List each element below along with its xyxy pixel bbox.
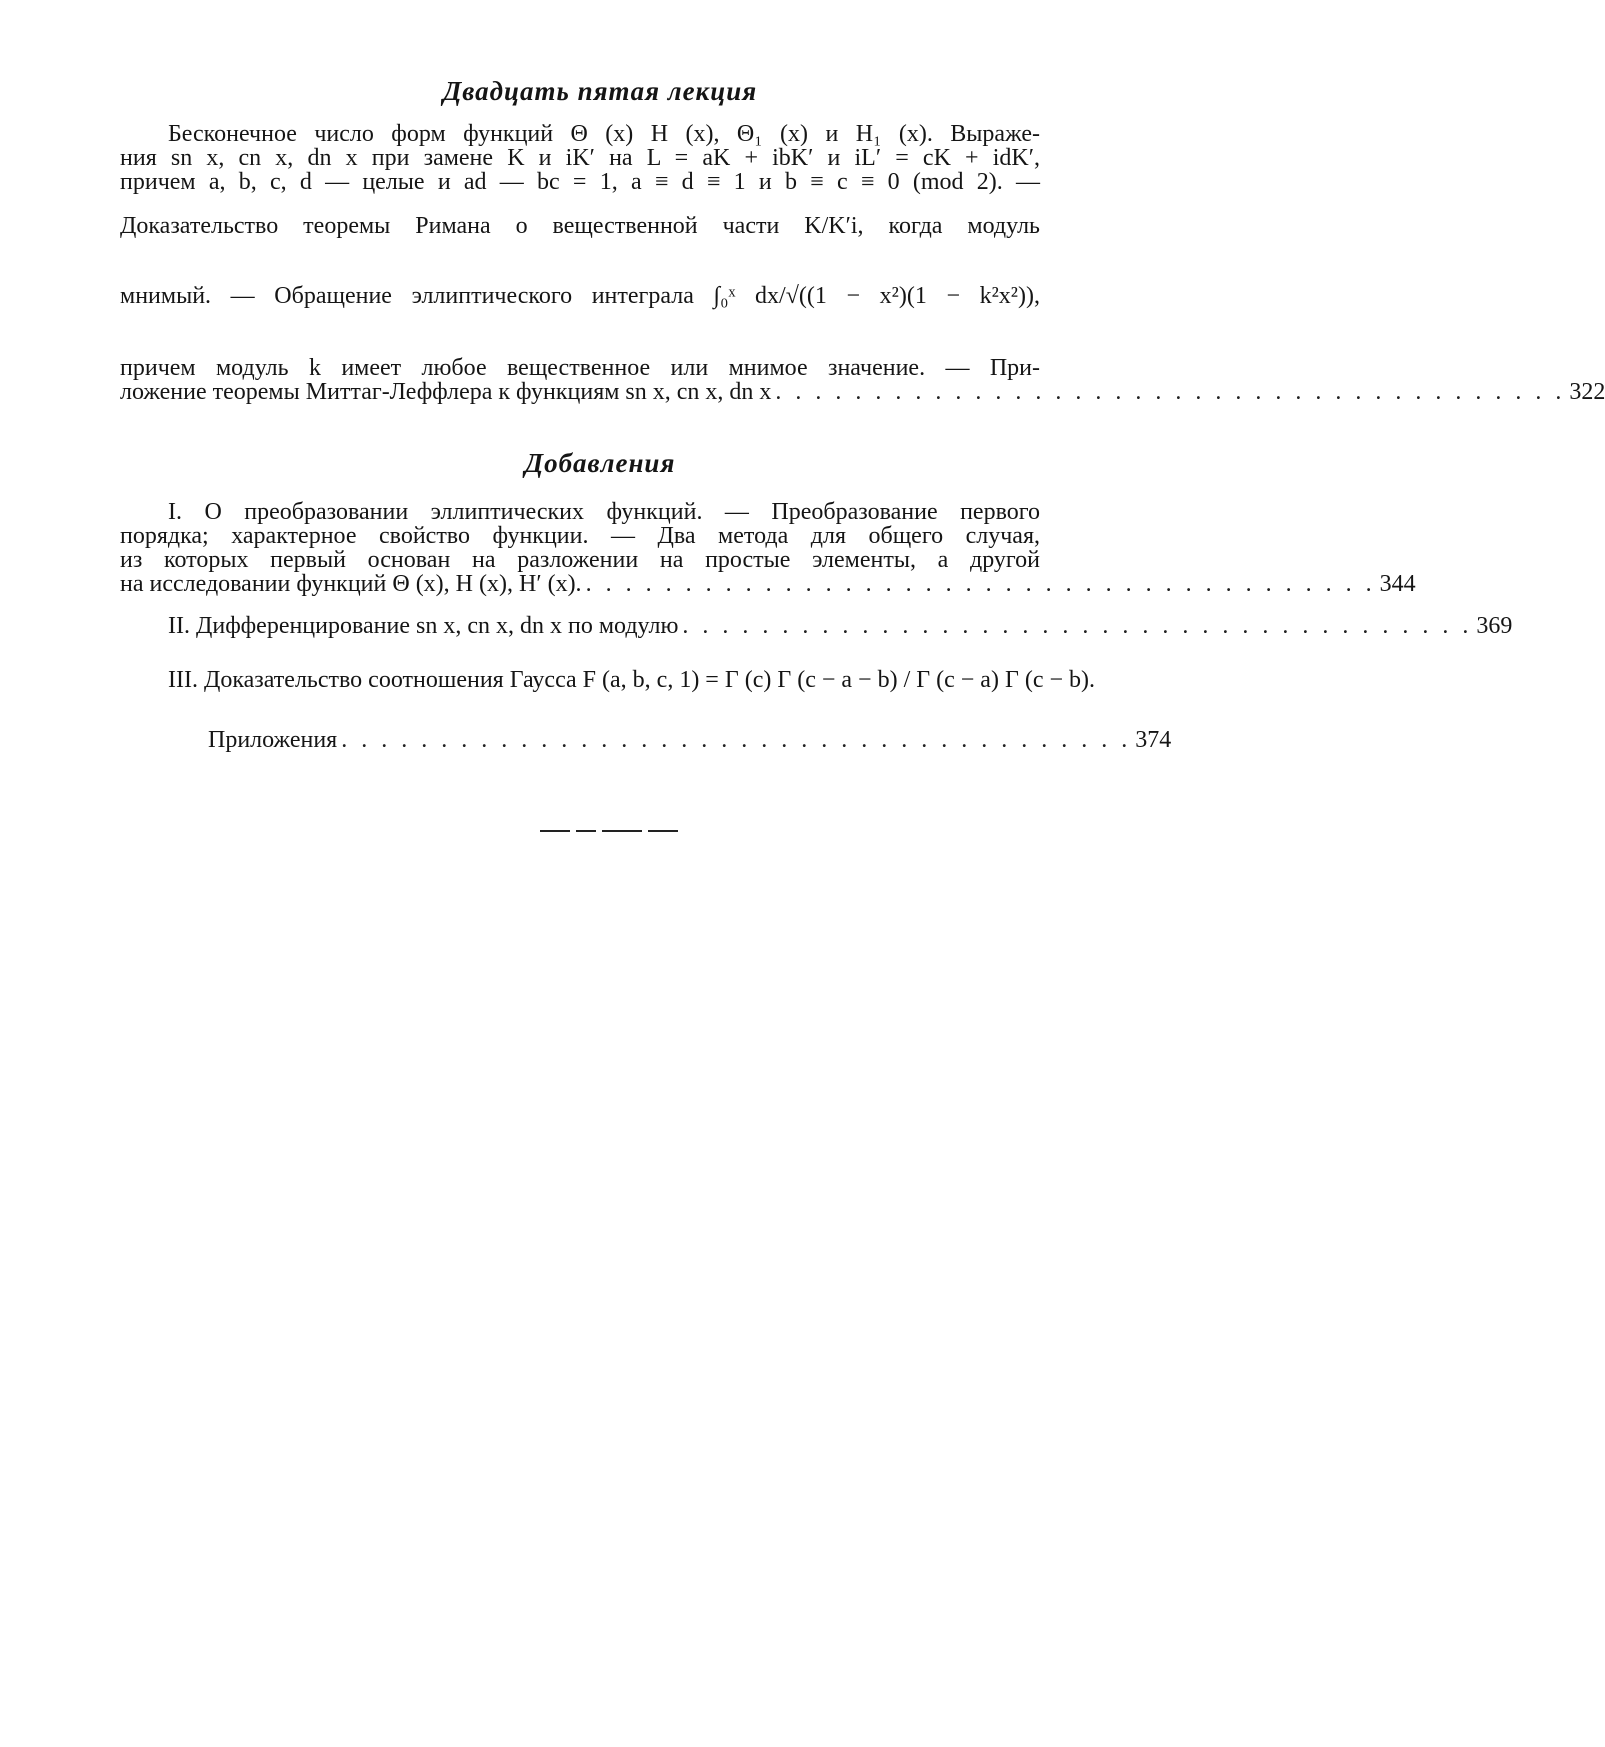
toc-entry: [120, 667, 1095, 710]
additions-item-1: [120, 499, 1416, 597]
additions-item-4: [120, 727, 1172, 758]
addition-line: III. Доказательство соотношения Гаусса F (a, b, c, 1) = Γ (c) Γ (c − a − b) / Γ (c − a) Γ (c − b).: [168, 667, 1095, 693]
summary-line: Бесконечное число форм функций Θ (x) H (x), Θ₁ (x) и H₁ (x). Выраже-: [168, 121, 1040, 147]
page-number: 322: [1569, 379, 1605, 405]
summary-line: Доказательство теоремы Римана о вещественной части K/K′i, когда модуль: [120, 213, 1040, 239]
addition-line: I. О преобразовании эллиптических функций. — Преобразование первого: [168, 499, 1040, 525]
addition-line: на исследовании функций Θ (x), H (x), H′ (x).: [120, 571, 582, 597]
toc-entry: [120, 379, 1605, 405]
leader-dots: . . . . . . . . . . . . . . . . . . . . . . . . . . . . . . . . . . . . . . . .: [775, 379, 1566, 405]
summary-line: причем модуль k имеет любое вещественное или мнимое значение. — При-: [120, 355, 1040, 381]
toc-entry: [120, 613, 1513, 644]
addition-line: порядка; характерное свойство функции. — Два метода для общего случая,: [120, 523, 1040, 549]
toc-entry: [120, 571, 1416, 597]
leader-dots: . . . . . . . . . . . . . . . . . . . . . . . . . . . . . . . . . . . . . . . .: [682, 613, 1473, 639]
page-number: 344: [1379, 571, 1416, 597]
ornamental-separator: [540, 830, 690, 832]
addition-line: II. Дифференцирование sn x, cn x, dn x по модулю: [168, 613, 679, 639]
summary-line: причем a, b, c, d — целые и ad — bc = 1, a ≡ d ≡ 1 и b ≡ c ≡ 0 (mod 2). —: [120, 169, 1040, 195]
addition-line: Приложения: [208, 727, 338, 753]
addition-line: из которых первый основан на разложении на простые элементы, а другой: [120, 547, 1040, 573]
summary-line: ложение теоремы Миттаг-Леффлера к функциям sn x, cn x, dn x: [120, 379, 772, 405]
lecture-summary: [120, 121, 1605, 405]
page-number: 374: [1135, 727, 1172, 753]
leader-dots: . . . . . . . . . . . . . . . . . . . . . . . . . . . . . . . . . . . . . . . .: [585, 571, 1376, 597]
additions-heading: Добавления: [524, 448, 676, 478]
page-number: 369: [1476, 613, 1513, 639]
summary-line: мнимый. — Обращение эллиптического интеграла ∫₀ˣ dx/√((1 − x²)(1 − k²x²)),: [120, 283, 1040, 309]
toc-entry: [120, 727, 1172, 758]
lecture-heading: Двадцать пятая лекция: [442, 76, 758, 106]
leader-dots: . . . . . . . . . . . . . . . . . . . . . . . . . . . . . . . . . . . . . . . .: [341, 727, 1132, 753]
additions-item-2: [120, 613, 1513, 644]
additions-item-3: [120, 667, 1095, 710]
summary-line: ния sn x, cn x, dn x при замене K и iK′ на L = aK + ibK′ и iL′ = cK + idK′,: [120, 145, 1040, 171]
